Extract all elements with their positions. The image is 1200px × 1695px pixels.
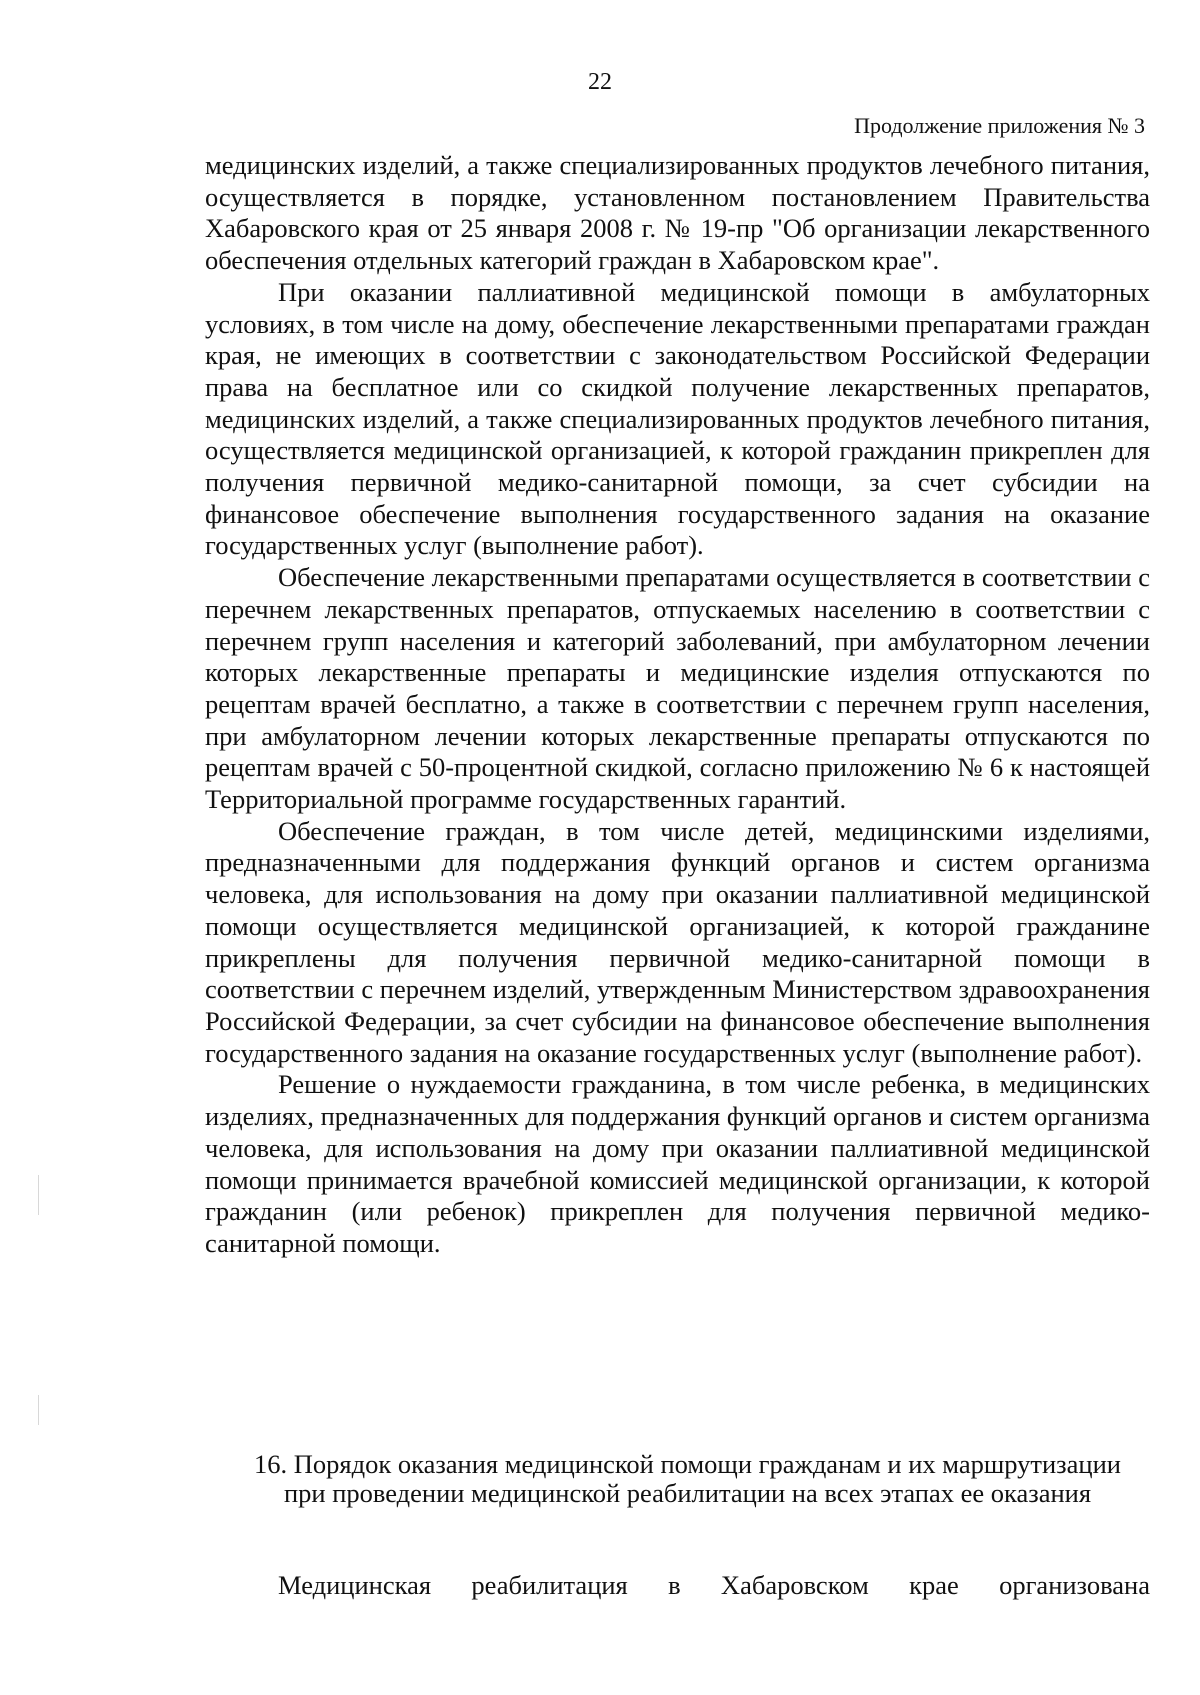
section-heading-line-1: 16. Порядок оказания медицинской помощи гражданам и их маршрутизации <box>254 1449 1121 1479</box>
section-heading-line-2: при проведении медицинской реабилитации на всех этапах ее оказания <box>283 1478 1092 1508</box>
body-text <box>205 150 1150 1260</box>
page-number: 22 <box>588 69 612 95</box>
paragraph-device-decision: Решение о нуждаемости гражданина, в том числе ребенка, в медицинских изделиях, предназначенных для поддержания функций органов и систем организма человека, для использования на дому при оказании паллиативной медицинской помощи принимается врачебной комиссией медицинской организации, к которой гражданин (или ребенок) прикреплен для получения первичной медико-санитарной помощи. <box>205 1069 1150 1258</box>
paragraph-drug-provision: Обеспечение лекарственными препаратами осуществляется в соответствии с перечнем лекарственных препаратов, отпускаемых населению в соответствии с перечнем групп населения и категорий заболеваний, при амбулаторном лечении которых лекарственные препараты и медицинские изделия отпускаются по рецептам врачей бесплатно, а также в соответствии с перечнем групп населения, при амбулаторном лечении которых лекарственные препараты отпускаются по рецептам врачей с 50-процентной скидкой, согласно приложению № 6 к настоящей Территориальной программе государственных гарантий. <box>205 562 1150 815</box>
paragraph-palliative-drugs: При оказании паллиативной медицинской помощи в амбулаторных условиях, в том числе на дому, обеспечение лекарственными препаратами граждан края, не имеющих в соответствии с законодательством Российской Федерации права на бесплатное или со скидкой получение лекарственных препаратов, медицинских изделий, а также специализированных продуктов лечебного питания, осуществляется медицинской организацией, к которой гражданин прикреплен для получения первичной медико-санитарной помощи, за счет субсидии на финансовое обеспечение выполнения государственного задания на оказание государственных услуг (выполнение работ). <box>205 276 1150 561</box>
appendix-continuation-label: Продолжение приложения № 3 <box>854 113 1145 138</box>
scan-margin-mark <box>38 1175 39 1215</box>
scan-margin-mark <box>38 1395 39 1425</box>
paragraph-medical-devices: Обеспечение граждан, в том числе детей, медицинскими изделиями, предназначенными для поддержания функций органов и систем организма человека, для использования на дому при оказании паллиативной медицинской помощи осуществляется медицинской организацией, к которой гражданине прикреплены для получения первичной медико-санитарной помощи в соответствии с перечнем изделий, утвержденным Министерством здравоохранения Российской Федерации, за счет субсидии на финансовое обеспечение выполнения государственного задания на оказание государственных услуг (выполнение работ). <box>205 815 1150 1068</box>
section-heading <box>220 1450 1155 1508</box>
paragraph-rehabilitation-start: Медицинская реабилитация в Хабаровском крае организована <box>278 1570 1150 1600</box>
paragraph-continued: медицинских изделий, а также специализированных продуктов лечебного питания, осуществляется в порядке, установленном постановлением Правительства Хабаровского края от 25 января 2008 г. № 19-пр "Об организации лекарственного обеспечения отдельных категорий граждан в Хабаровском крае". <box>205 150 1150 276</box>
